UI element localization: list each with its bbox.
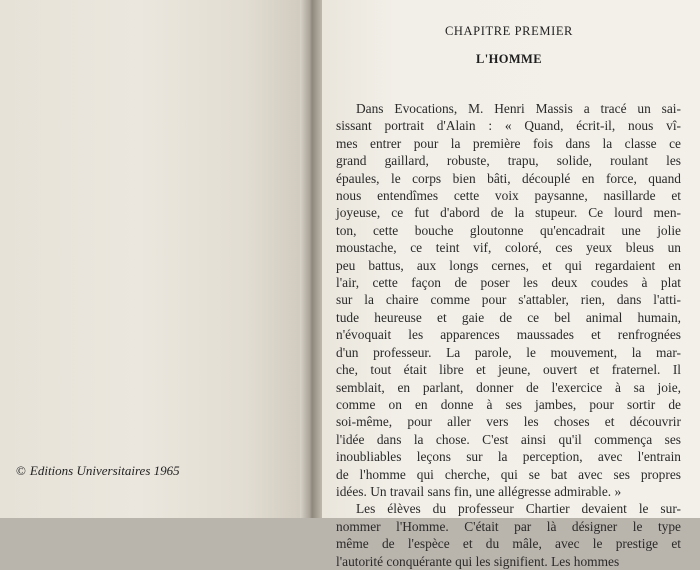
- text-line: l'air, cette façon de poser les deux coudes à plat: [336, 275, 681, 291]
- text-line: ton, cette bouche gloutonne qu'encadrait une jolie: [336, 222, 681, 238]
- text-line: tude heureuse et gaie de ce bel animal humain,: [336, 309, 681, 325]
- text-line: grand gaillard, robuste, trapu, solide, roulant les: [336, 153, 681, 169]
- chapter-heading: CHAPITRE PREMIER: [444, 24, 573, 38]
- text-line: Dans Evocations, M. Henri Massis a tracé un sai-: [356, 101, 681, 116]
- text-line: l'autorité conquérante qui les signifient. Les hommes: [336, 553, 620, 569]
- text-line: sissant portrait d'Alain : « Quand, écrit-il, nous vî-: [336, 118, 681, 134]
- text-line: n'évoquait les apparences maussades et renfrognées: [336, 327, 681, 343]
- copyright-notice: [16, 463, 180, 479]
- text-line: inoubliables leçons sur la perception, avec l'entrain: [336, 449, 681, 465]
- text-line: moustache, ce teint vif, coloré, ces yeux bleus un: [336, 240, 681, 256]
- body-text: [336, 100, 681, 570]
- text-line: nommer l'Homme. C'était par là désigner le type: [336, 518, 681, 534]
- text-line: semblait, en parlant, donner de l'exercice à sa joie,: [336, 379, 681, 395]
- text-line: épaules, le corps bien bâti, découplé en force, quand: [336, 170, 681, 186]
- text-line: d'un professeur. La parole, le mouvement, la mar-: [336, 344, 681, 360]
- text-line: comme on en donne à ses jambes, pour sortir de: [336, 396, 681, 412]
- text-line: même de l'espèce et du mâle, avec le prestige et: [336, 536, 681, 552]
- text-line: che, tout était libre et jeune, ouvert et fraternel. Il: [336, 362, 681, 378]
- text-line: l'idée dans la chose. C'est ainsi qu'il commença ses: [336, 431, 681, 447]
- text-line: sur la chaire comme pour s'attabler, rien, dans l'atti-: [336, 292, 681, 308]
- text-line: idées. Un travail sans fin, une allégresse admirable. »: [336, 483, 622, 499]
- text-line: soi-même, pour aller vers les choses et découvrir: [336, 414, 681, 430]
- text-line: joyeuse, ce fut d'abord de la stupeur. Ce lourd men-: [336, 205, 681, 221]
- text-line: peu battus, aux longs cernes, et qui regardaient en: [336, 257, 681, 273]
- text-line: mes entrer pour la première fois dans la classe ce: [336, 135, 681, 151]
- left-page: [0, 0, 308, 518]
- text-line: Les élèves du professeur Chartier devaient le sur-: [356, 501, 681, 517]
- chapter-title: L'HOMME: [476, 52, 542, 66]
- text-line: nous entendîmes cette voix paysanne, nasillarde et: [336, 188, 681, 204]
- text-line: de l'homme qui cherche, qui se bat avec ses propres: [336, 466, 681, 482]
- copyright-symbol: ©: [16, 463, 26, 478]
- book-gutter: [300, 0, 322, 518]
- copyright-text: Editions Universitaires 1965: [29, 463, 180, 478]
